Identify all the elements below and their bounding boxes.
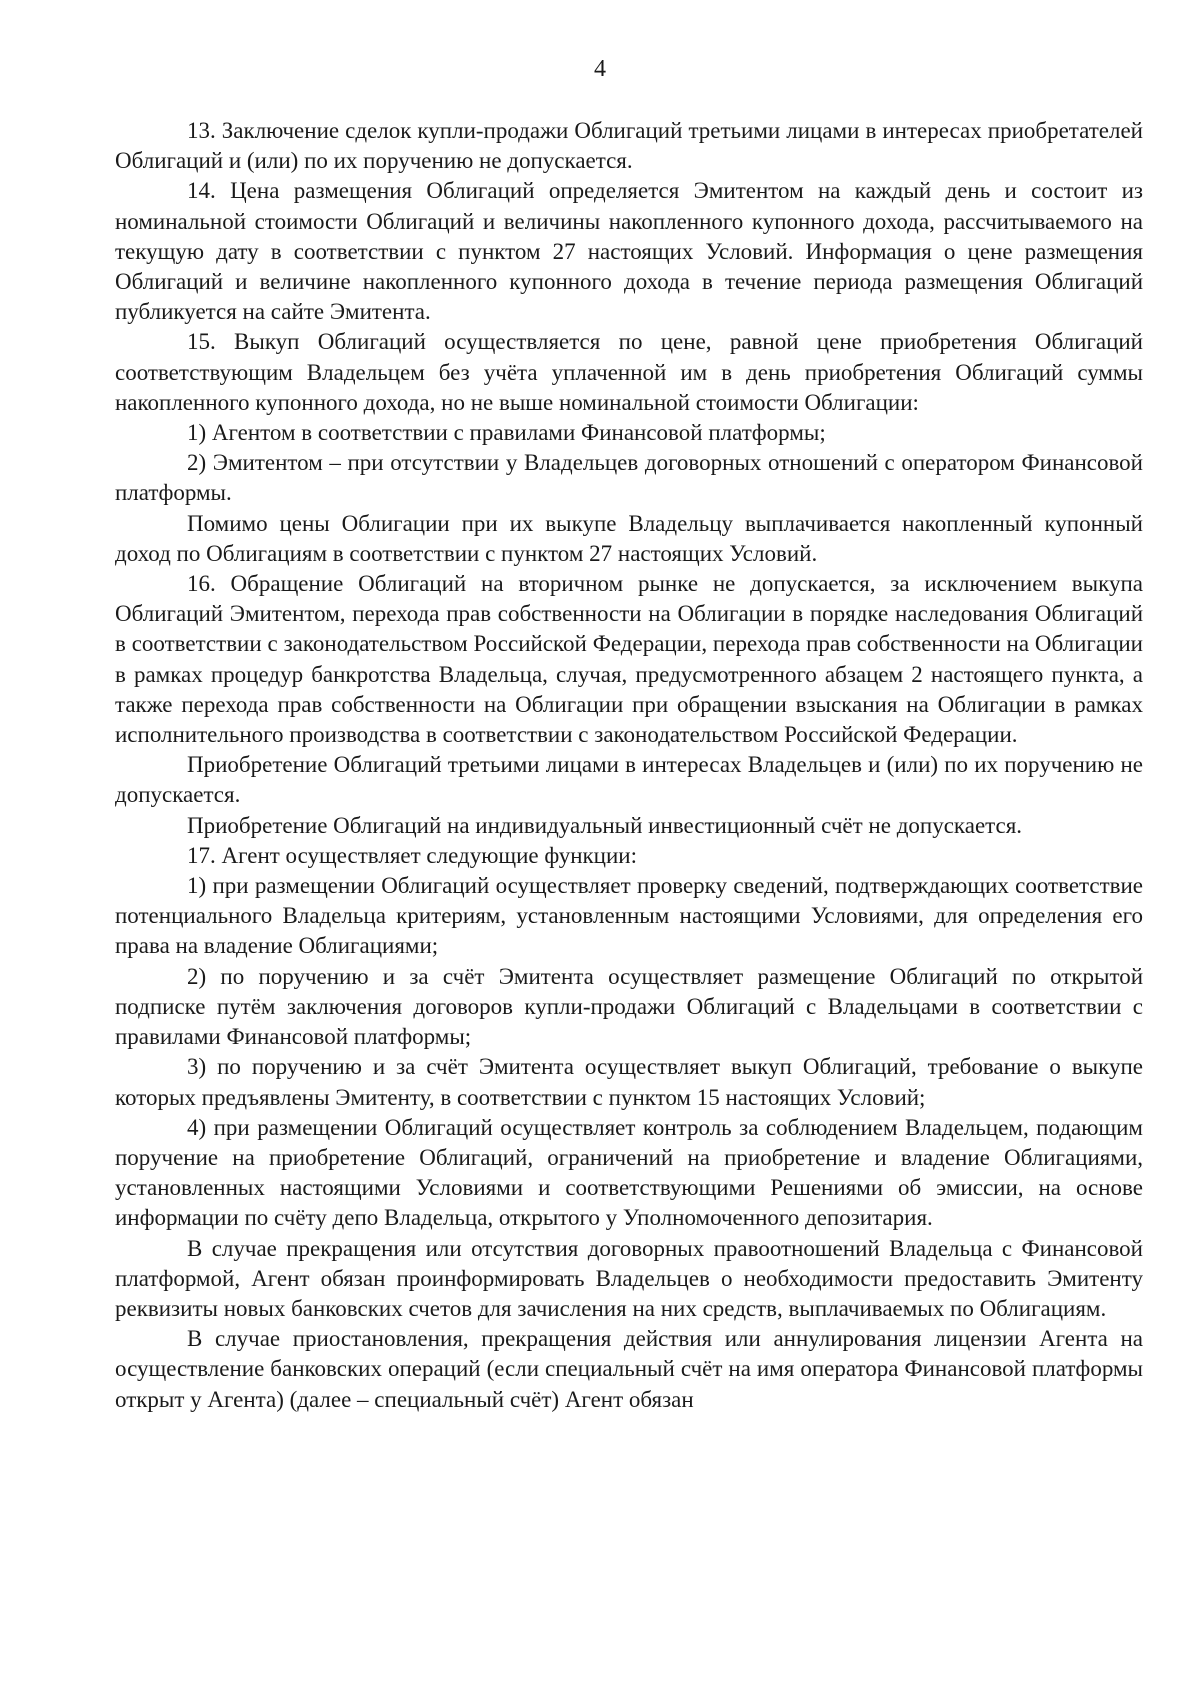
document-body <box>115 116 1143 1415</box>
paragraph-17-abzac-termination: В случае прекращения или отсутствия договорных правоотношений Владельца с Финансовой платформой, Агент обязан проинформировать Владельцев о необходимости предоставить Эмитенту реквизиты новых банковских счетов для зачисления на них средств, выплачиваемых по Облигациям. <box>115 1235 1143 1321</box>
paragraph-13: 13. Заключение сделок купли-продажи Облигаций третьими лицами в интересах приобретателей Облигаций и (или) по их поручению не допускается. <box>115 118 1143 174</box>
paragraph-16: 16. Обращение Облигаций на вторичном рынке не допускается, за исключением выкупа Облигаций Эмитентом, перехода прав собственности на Облигации в порядке наследования Облигаций в соответствии с законодательством Российской Федерации, перехода прав собственности на Облигации в рамках процедур банкротства Владельца, случая, предусмотренного абзацем 2 настоящего пункта, а также перехода прав собственности на Облигации при обращении взыскания на Облигации в рамках исполнительного производства в соответствии с законодательством Российской Федерации. <box>115 571 1143 748</box>
paragraph-17-item-2: 2) по поручению и за счёт Эмитента осуществляет размещение Облигаций по открытой подписке путём заключения договоров купли-продажи Облигаций с Владельцами в соответствии с правилами Финансовой платформы; <box>115 963 1143 1050</box>
paragraph-16-abzac-3: Приобретение Облигаций на индивидуальный инвестиционный счёт не допускается. <box>187 812 1023 838</box>
paragraph-15-item-2: 2) Эмитентом – при отсутствии у Владельцев договорных отношений с оператором Финансовой платформы. <box>115 450 1143 506</box>
paragraph-17-item-4: 4) при размещении Облигаций осуществляет контроль за соблюдением Владельцем, подающим поручение на приобретение Облигаций, ограничений на приобретение и владение Облигациями, установленных настоящими Условиями и соответствующими Решениями об эмиссии, на основе информации по счёту депо Владельца, открытого у Уполномоченного депозитария. <box>115 1114 1143 1231</box>
paragraph-16-abzac-2: Приобретение Облигаций третьими лицами в интересах Владельцев и (или) по их поручению не допускается. <box>115 752 1143 808</box>
paragraph-17-item-3: 3) по поручению и за счёт Эмитента осуществляет выкуп Облигаций, требование о выкупе которых предъявлены Эмитенту, в соответствии с пунктом 15 настоящих Условий; <box>115 1054 1143 1110</box>
paragraph-17: 17. Агент осуществляет следующие функции: <box>187 842 637 868</box>
paragraph-15-note: Помимо цены Облигации при их выкупе Владельцу выплачивается накопленный купонный доход по Облигациям в соответствии с пунктом 27 настоящих Условий. <box>115 510 1143 566</box>
paragraph-17-item-1: 1) при размещении Облигаций осуществляет проверку сведений, подтверждающих соответствие потенциального Владельца критериям, установленным настоящими Условиями, для определения его права на владение Облигациями; <box>115 873 1143 959</box>
paragraph-14: 14. Цена размещения Облигаций определяется Эмитентом на каждый день и состоит из номинальной стоимости Облигаций и величины накопленного купонного дохода, рассчитываемого на текущую дату в соответствии с пунктом 27 настоящих Условий. Информация о цене размещения Облигаций и величине накопленного купонного дохода в течение периода размещения Облигаций публикуется на сайте Эмитента. <box>115 178 1143 325</box>
page-number: 4 <box>594 56 606 82</box>
paragraph-15-item-1: 1) Агентом в соответствии с правилами Финансовой платформы; <box>187 420 826 446</box>
paragraph-17-abzac-license: В случае приостановления, прекращения действия или аннулирования лицензии Агента на осуществление банковских операций (если специальный счёт на имя оператора Финансовой платформы открыт у Агента) (далее – специальный счёт) Агент обязан <box>115 1326 1143 1412</box>
paragraph-15: 15. Выкуп Облигаций осуществляется по цене, равной цене приобретения Облигаций соответствующим Владельцем без учёта уплаченной им в день приобретения Облигаций суммы накопленного купонного дохода, но не выше номинальной стоимости Облигации: <box>115 329 1143 415</box>
